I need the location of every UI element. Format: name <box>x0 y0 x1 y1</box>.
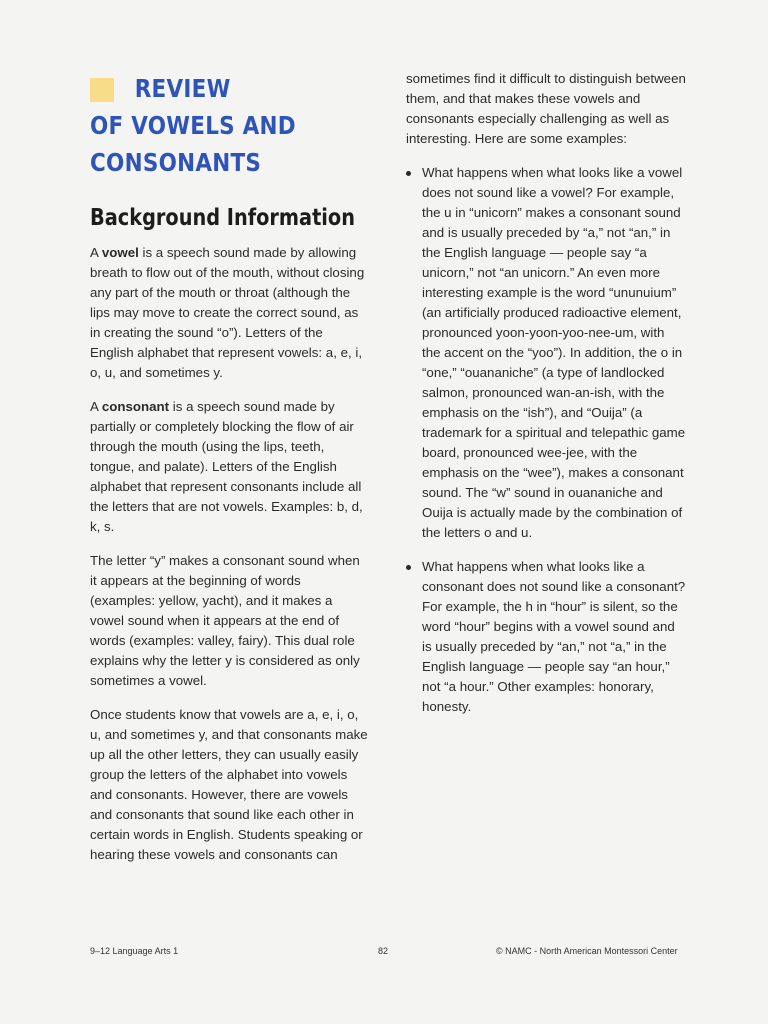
vowel-def-pre: A <box>90 245 102 260</box>
vowel-term: vowel <box>101 245 139 260</box>
vowel-definition <box>90 243 368 383</box>
consonant-def-text: is a speech sound made by partially or completely blocking the flow of air through the mouth (using the lips, teeth, tongue, and palate). Letters of the English alphabet that represent consonants include all the letters that are not vowels. Examples: b, d, k, s. <box>90 399 363 534</box>
footer-copyright: © NAMC - North American Montessori Center <box>496 946 678 956</box>
bullet-icon <box>406 171 411 176</box>
list-item <box>406 163 686 543</box>
title-line-3: CONSONANTS <box>90 148 262 177</box>
letter-y-paragraph: The letter “y” makes a consonant sound when it appears at the beginning of words (examples: yellow, yacht), and it makes a vowel sound when it appears at the end of words (examples: valley, fairy). This dual role explains why the letter y is considered as only sometimes a vowel. <box>90 553 360 688</box>
right-column <box>406 69 686 731</box>
bullet-icon <box>406 565 411 570</box>
list-item-text: What happens when what looks like a consonant does not sound like a consonant? For example, the h in “hour” is silent, so the word “hour” begins with a vowel sound and is usually preceded by “an,” not “a,” in the English language — people say “an hour,” not “a hour.” Other examples: honorary, honesty. <box>422 559 686 714</box>
section-heading: Background Information <box>90 205 355 231</box>
title-line-1: REVIEW <box>134 74 231 103</box>
footer-page-number: 82 <box>378 946 389 956</box>
title-block <box>90 70 390 181</box>
vowel-def-text: is a speech sound made by allowing breath to flow out of the mouth, without closing any part of the mouth or throat (although the lips may move to create the correct sound, as in creating the sound “o”). Letters of the English alphabet that represent vowels: a, e, i, o, u, and sometimes y. <box>90 245 365 380</box>
title-line-2: OF VOWELS AND <box>90 111 296 140</box>
list-item <box>406 557 686 717</box>
consonant-def-pre: A <box>90 399 102 414</box>
grouping-paragraph: Once students know that vowels are a, e, i, o, u, and sometimes y, and that consonants make up all the other letters, they can usually easily group the letters of the alphabet into vowels and consonants. However, there are vowels and consonants that sound like each other in certain words in English. Students speaking or hearing these vowels and consonants can <box>90 707 368 862</box>
consonant-term: consonant <box>101 399 170 414</box>
examples-list <box>406 163 686 717</box>
list-item-text: What happens when what looks like a vowel does not sound like a vowel? For example, the u in “unicorn” makes a consonant sound and is usually preceded by “a,” not “an,” in the English language — people say “a unicorn,” not “an unicorn.” An even more interesting example is the word “ununuium” (an artificially produced radioactive element, pronounced yoon-yoon-yoo-nee-um, with the accent on the “yoo”). In addition, the o in “one,” “ouananiche” (a type of landlocked salmon, pronounced wan-an-ish, with the emphasis on the “ish”), and “Ouija” (a trademark for a spiritual and telepathic game board, pronounced wee-jee, with the emphasis on the “wee”), makes a consonant sound. The “w” sound in ouananiche and Ouija is actually made by the combination of the letters o and u. <box>422 165 686 540</box>
right-intro-paragraph: sometimes find it difficult to distinguish between them, and that makes these vowels and consonants especially challenging as well as interesting. Here are some examples: <box>406 71 686 146</box>
left-column <box>90 243 368 879</box>
consonant-definition <box>90 397 368 537</box>
footer-course: 9–12 Language Arts 1 <box>90 946 179 956</box>
